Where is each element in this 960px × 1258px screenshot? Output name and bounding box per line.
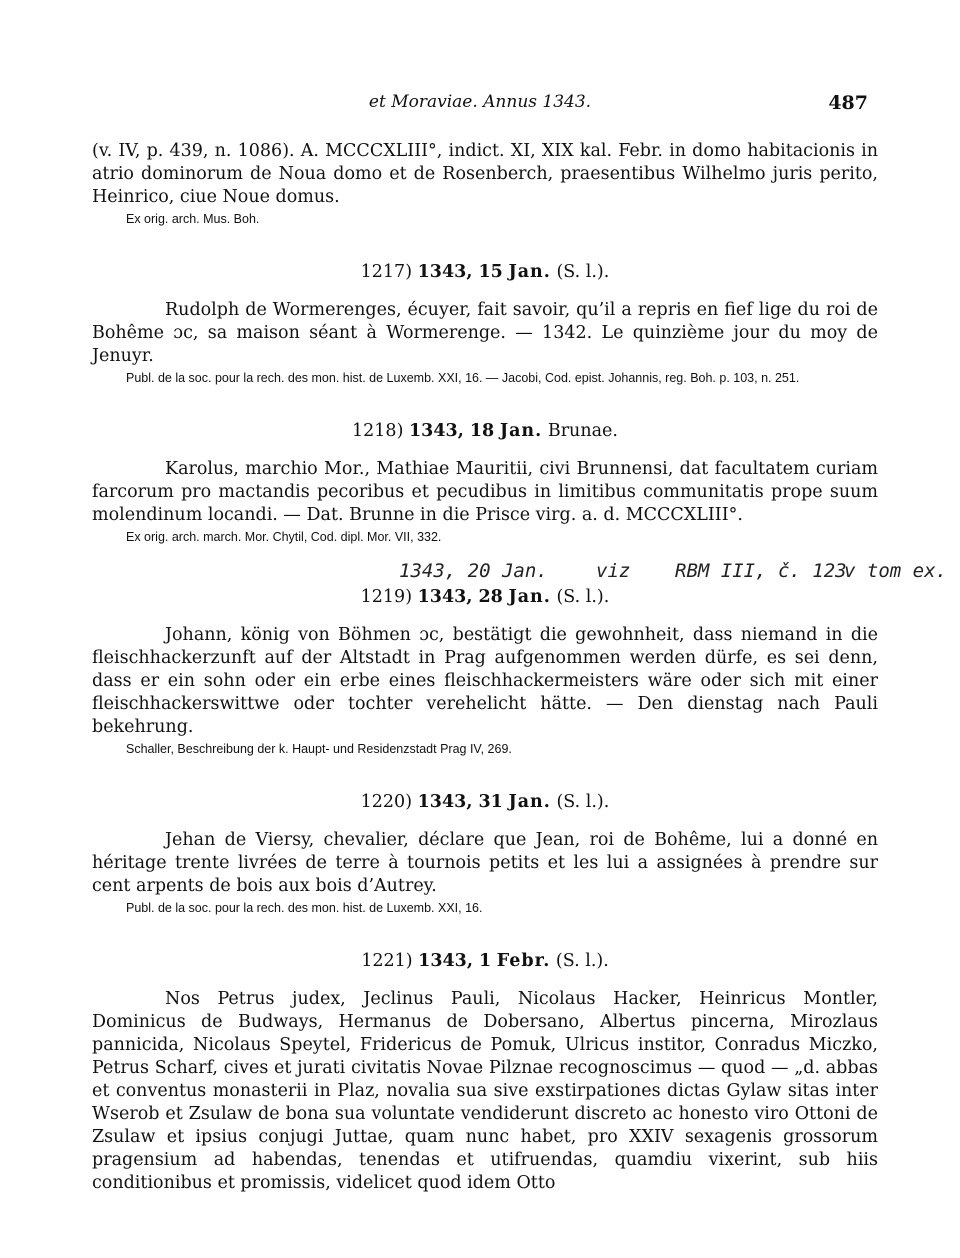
entry-date: 1343, 1 — [418, 951, 492, 971]
entry-body: Johann, könig von Böhmen ɔc, bestätigt die gewohnheit, dass niemand in die fleischhackerzunft auf der Altstadt in Prag aufgenommen werden dürfe, es sei denn, dass er ein sohn oder ein erbe eines fleischhackermeisters wäre oder sich mit einer fleischhackerswittwe oder tochter verehelicht hätte. — Den dienstag nach Pauli bekehrung. — [92, 625, 878, 737]
entry-date: 1343, 18 — [408, 421, 495, 441]
entry-month: Jan. — [508, 587, 551, 607]
entry-source: Ex orig. arch. march. Mor. Chytil, Cod. dipl. Mor. VII, 332. — [126, 530, 442, 544]
entry-date: 1343, 31 — [417, 792, 503, 812]
entry-place: (S. l.). — [556, 262, 610, 282]
entry-month: Jan. — [499, 421, 543, 441]
entry-body: Karolus, marchio Mor., Mathiae Mauritii, civi Brunnensi, dat facultatem curiam farcorum pro mactandis pecoribus et pecudibus in limitibus communitatis prope suum molendinum locandi. — Dat. Brunne in die Prisce virg. a. d. MCCCXLIII°. — [92, 459, 878, 525]
entry-body: Rudolph de Wormerenges, écuyer, fait savoir, qu’il a repris en fief lige du roi de Bohême ɔc, sa maison séant à Wormerenge. — 1342. Le quinzième jour du moy de Jenuyr. — [92, 300, 878, 366]
entry-heading — [92, 791, 878, 814]
continuation-text: (v. IV, p. 439, n. 1086). A. MCCCXLIII°, indict. XI, XIX kal. Febr. in domo habitacionis in atrio dominorum de Noua domo et de Rosenberch, praesentibus Wilhelmo juris perito, Heinrico, ciue Noue domus. — [92, 141, 878, 207]
entry-number: 1220) — [360, 792, 413, 812]
entry-number: 1219) — [360, 587, 413, 607]
entry-body: Jehan de Viersy, chevalier, déclare que Jean, roi de Bohême, lui a donné en héritage trente livrées de terre à tournois petits et les lui a assignées à prendre sur cent arpents de bois aux bois d’Autrey. — [92, 830, 878, 896]
entry-month: Jan. — [508, 792, 551, 812]
entry-place: (S. l.). — [556, 792, 610, 812]
entry-date: 1343, 28 — [417, 587, 503, 607]
entry-source: Schaller, Beschreibung der k. Haupt- und Residenzstadt Prag IV, 269. — [126, 742, 512, 756]
entry-source: Publ. de la soc. pour la rech. des mon. hist. de Luxemb. XXI, 16. — [126, 901, 483, 915]
continuation-source: Ex orig. arch. Mus. Boh. — [126, 212, 260, 226]
entry-body: Nos Petrus judex, Jeclinus Pauli, Nicolaus Hacker, Heinricus Montler, Dominicus de Budways, Hermanus de Dobersano, Albertus pincerna, Mirozlaus pannicida, Nicolaus Speytel, Fridericus de Pomuk, Ulricus institor, Conradus Miczko, Petrus Scharf, cives et jurati civitatis Novae Pilznae recognoscimus — quod — „d. abbas et conventus monasterii in Plaz, novalia sua sive exstirpationes dictas Gylaw sitas inter Wserob et Zsulaw de bona sua voluntate vendiderunt discreto ac honesto viro Ottoni de Zsulaw et ipsius conjugi Juttae, quam nunc habet, pro XXIV sexagenis grossorum pragensium ad habendas, tenendas et utifruendas, quamdiu vixerint, sub hiis conditionibus et promissis, videlicet quod idem Otto — [92, 989, 878, 1193]
handwritten-note — [92, 560, 947, 590]
entry-heading — [92, 261, 878, 284]
entry-heading — [92, 950, 878, 973]
handwritten-note-viz: viz — [596, 560, 631, 582]
entry-date: 1343, 15 — [417, 262, 503, 282]
entry-place: (S. l.). — [556, 587, 610, 607]
running-head-title: et Moraviae. Annus 1343. — [368, 92, 592, 112]
entry-heading — [92, 420, 878, 443]
handwritten-note-reference: RBM III, č. 123 — [675, 560, 847, 582]
handwritten-note-date: 1343, 20 Jan. — [399, 560, 548, 582]
page-content — [92, 140, 947, 1195]
entry-month: Jan. — [508, 262, 551, 282]
entry-source: Publ. de la soc. pour la rech. des mon. hist. de Luxemb. XXI, 16. — Jacobi, Cod. epist. Johannis, reg. Boh. p. 103, n. 251. — [126, 371, 800, 385]
running-head — [92, 92, 868, 116]
entry-place: (S. l.). — [555, 951, 609, 971]
page-number: 487 — [828, 92, 868, 114]
entry-number: 1217) — [360, 262, 413, 282]
entry-place: Brunae. — [547, 421, 618, 441]
handwritten-note-remark: v tom ex. — [844, 560, 947, 582]
entry-number: 1221) — [361, 951, 413, 971]
entry-month: Febr. — [496, 951, 551, 971]
entry-number: 1218) — [352, 421, 404, 441]
